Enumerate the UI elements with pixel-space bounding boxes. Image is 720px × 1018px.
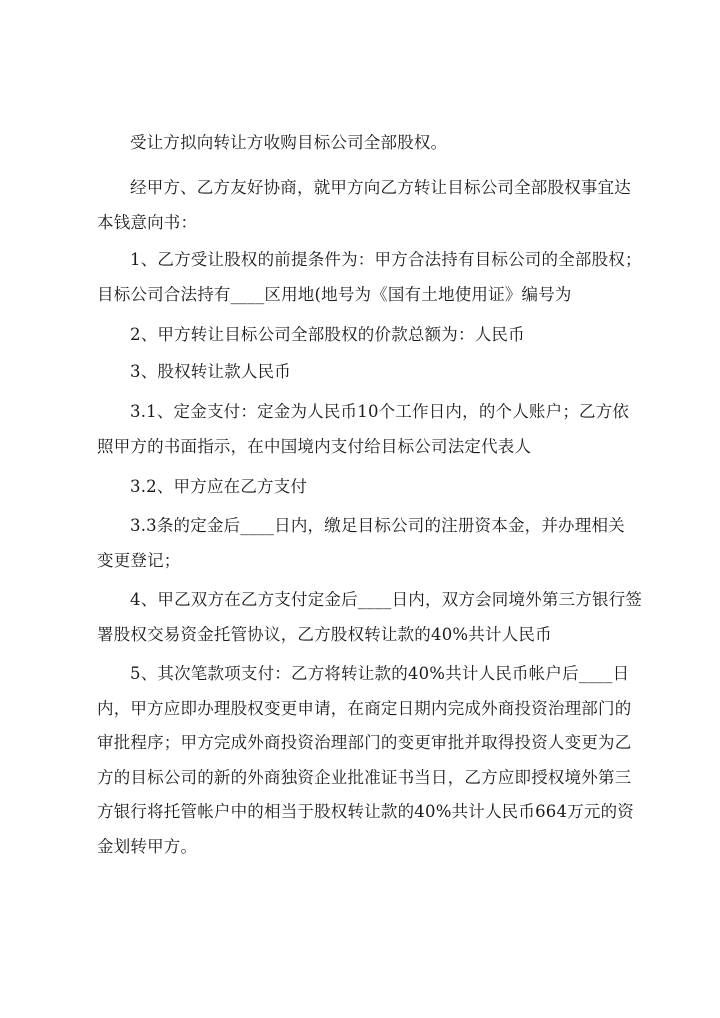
paragraph-clause-4 (97, 583, 643, 652)
paragraph-clause-1 (97, 243, 642, 312)
text-line: 方银行将托管帐户中的相当于股权转让款的40%共计人民币664万元的资 (97, 802, 634, 821)
paragraph-clause-5 (97, 657, 637, 864)
paragraph-intro (97, 126, 637, 161)
text-line: 审批程序；甲方完成外商投资治理部门的变更审批并取得投资人变更为乙 (97, 733, 632, 752)
text-line: 5、其次笔款项支付：乙方将转让款的40%共计人民币帐户后____日 (130, 664, 630, 683)
text-line: 署股权交易资金托管协议，乙方股权转让款的40%共计人民币 (97, 624, 552, 644)
paragraph-clause-3-1 (97, 395, 637, 464)
text-line: 本钱意向书： (97, 212, 198, 232)
text-line: 目标公司合法持有____区用地(地号为《国有土地使用证》编号为 (97, 284, 572, 304)
text-line: 2、甲方转让目标公司全部股权的价款总额为：人民币 (130, 325, 525, 344)
text-line: 3.1、定金支付：定金为人民币10个工作日内，的个人账户；乙方依 (130, 402, 630, 421)
text-line: 内，甲方应即办理股权变更申请，在商定日期内完成外商投资治理部门的 (97, 698, 632, 718)
text-line: 经甲方、乙方友好协商，就甲方向乙方转让目标公司全部股权事宜达 (130, 178, 631, 197)
text-line: 变更登记； (97, 550, 181, 570)
paragraph-clause-3-3 (97, 509, 637, 578)
text-line: 3.2、甲方应在乙方支付 (130, 477, 308, 496)
text-line: 4、甲乙双方在乙方支付定金后____日内，双方会同境外第三方银行签 (130, 590, 643, 609)
text-line: 照甲方的书面指示，在中国境内支付给目标公司法定代表人 (97, 436, 532, 456)
paragraph-clause-2 (97, 318, 637, 353)
paragraph-clause-3-2 (97, 470, 637, 505)
paragraph-clause-3 (97, 355, 637, 390)
text-line: 金划转甲方。 (97, 836, 198, 856)
text-line: 方的目标公司的新的外商独资企业批准证书当日，乙方应即授权境外第三 (97, 767, 632, 787)
text-line: 3.3条的定金后____日内，缴足目标公司的注册资本金，并办理相关 (130, 516, 625, 535)
text-line: 3、股权转让款人民币 (130, 362, 291, 381)
text-line: 1、乙方受让股权的前提条件为：甲方合法持有目标公司的全部股权； (130, 250, 642, 269)
text-line: 受让方拟向转让方收购目标公司全部股权。 (130, 133, 448, 152)
paragraph-negotiation (97, 171, 637, 240)
